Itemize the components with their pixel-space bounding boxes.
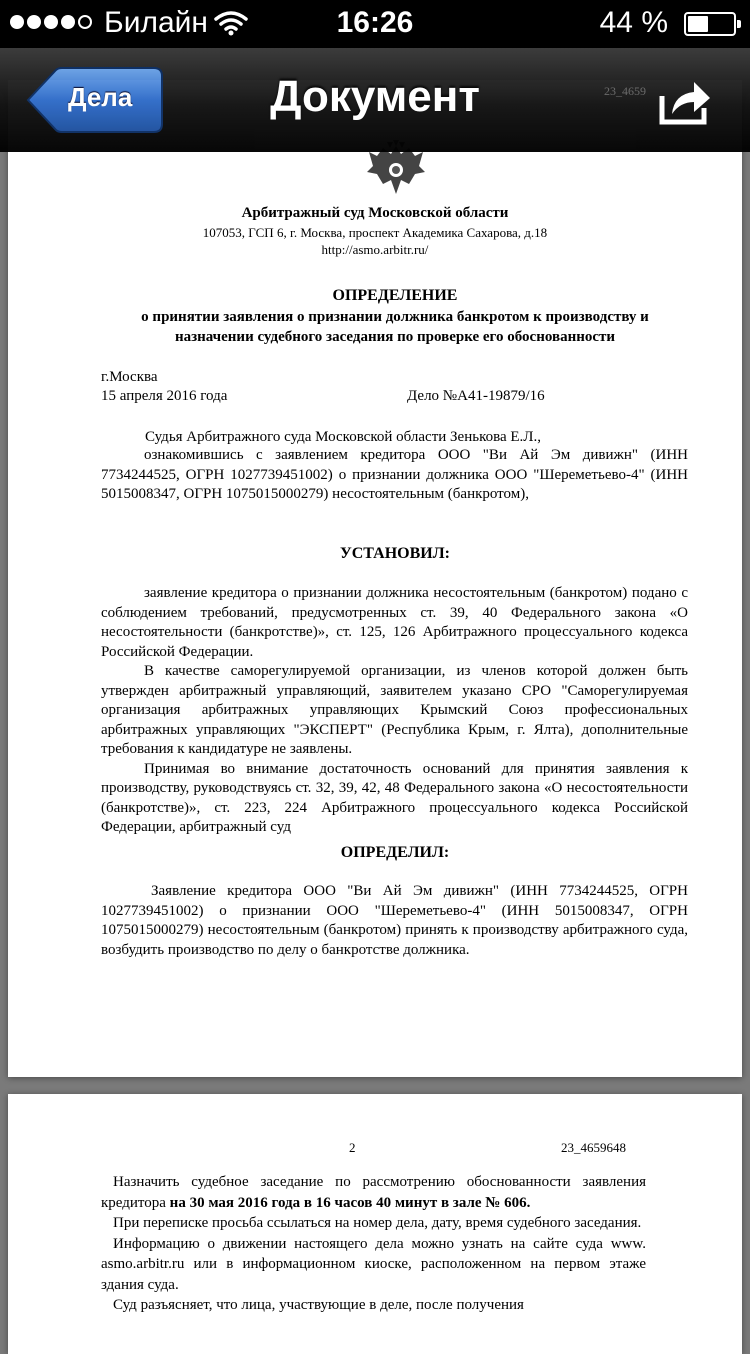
explanation-paragraph: Суд разъясняет, что лица, участвующие в деле, после получения [113,1297,524,1313]
share-button[interactable] [658,74,714,128]
nav-title: Документ [270,72,480,121]
share-icon [658,74,714,128]
established-paragraph-3: Принимая во внимание достаточность оснований для принятия заявления к производству, руководствуясь ст. 32, 39, 42, 48 Федерального закона «О несостоятельности (банкротстве)», ст. 223, 224 Арбитражного процессуального кодекса Российской Федерации, арбитражный суд [101,760,688,835]
document-number: 23_4659648 [561,1140,626,1155]
decided-section [101,882,688,960]
intro-judge: Судья Арбитражного суда Московской области Зенькова Е.Л., [145,429,541,445]
partial-doc-number: 23_4659 [604,84,646,98]
document-page-2 [8,1094,742,1354]
decided-paragraph-1: Заявление кредитора ООО "Ви Ай Эм дивижн" (ИНН 7734244525, ОГРН 1027739451002) о признании ООО "Шереметьево-4" (ИНН 5015008347, ОГРН 1075015000279) несостоятельным (банкротом) принять к производству арбитражного суда, возбудить производство по делу о банкротстве должника. [101,883,688,958]
established-section [101,584,688,838]
document-subtitle-line1: о принятии заявления о признании должника банкротом к производству и [141,309,649,325]
court-address: 107053, ГСП 6, г. Москва, проспект Академика Сахарова, д.18 [202,225,548,240]
battery-percent: 44 % [599,6,668,39]
document-city: г.Москва [101,369,158,385]
document-subtitle-line2: назначении судебного заседания по проверке его обоснованности [174,329,616,345]
carrier-name: Билайн [104,6,208,39]
correspondence-paragraph: При переписке просьба ссылаться на номер дела, дату, время судебного заседания. [113,1215,642,1231]
information-paragraph: Информацию о движении настоящего дела можно узнать на сайте суда www. asmo.arbitr.ru или в информационном киоске, расположенном на первом этаже здания суда. [101,1235,646,1293]
navigation-bar [0,48,750,152]
hearing-paragraph: Назначить судебное заседание по рассмотрению обоснованности заявления кредитора на 30 мая 2016 года в 16 часов 40 минут в зале № 606. [101,1174,646,1211]
status-bar [0,0,750,48]
intro-body: ознакомившись с заявлением кредитора ООО "Ви Ай Эм дивижн" (ИНН 7734244525, ОГРН 1027739451002) о признании должника ООО "Шереметьево-4" (ИНН 5015008347, ОГРН 1075015000279) несостоятельным (банкротом), [101,447,688,502]
heading-decided: ОПРЕДЕЛИЛ: [340,844,450,861]
established-paragraph-1: заявление кредитора о признании должника несостоятельным (банкротом) подано с соблюдением требований, предусмотренных ст. 39, 40 Федерального закона «О несостоятельности (банкротстве)», ст. 125, 126 Арбитражного процессуального кодекса Российской Федерации. [101,585,688,660]
document-page-1 [8,80,742,1077]
hearing-date: на 30 мая 2016 года в 16 часов 40 минут в зале № 606. [169,1194,531,1211]
court-website: http://asmo.arbitr.ru/ [321,242,429,257]
document-date: 15 апреля 2016 года [101,388,228,404]
established-paragraph-2: В качестве саморегулируемой организации, из членов которой должен быть утвержден арбитражный управляющий, заявителем указано СРО "Саморегулируемая организация арбитражных управляющих Крымский Союз профессиональных арбитражных управляющих "ЭКСПЕРТ" (Республика Крым, г. Ялта), дополнительные требования к кандидатуре не заявлены. [101,663,688,757]
status-time: 16:26 [336,6,414,39]
page-number: 2 [349,1140,356,1155]
court-name: Арбитражный суд Московской области [241,205,509,221]
page2-body [101,1172,646,1316]
document-title: ОПРЕДЕЛЕНИЕ [332,287,458,304]
heading-established: УСТАНОВИЛ: [340,545,450,562]
back-button-label: Дела [68,82,133,112]
case-number: Дело №А41-19879/16 [407,388,545,404]
battery-icon [684,12,736,36]
